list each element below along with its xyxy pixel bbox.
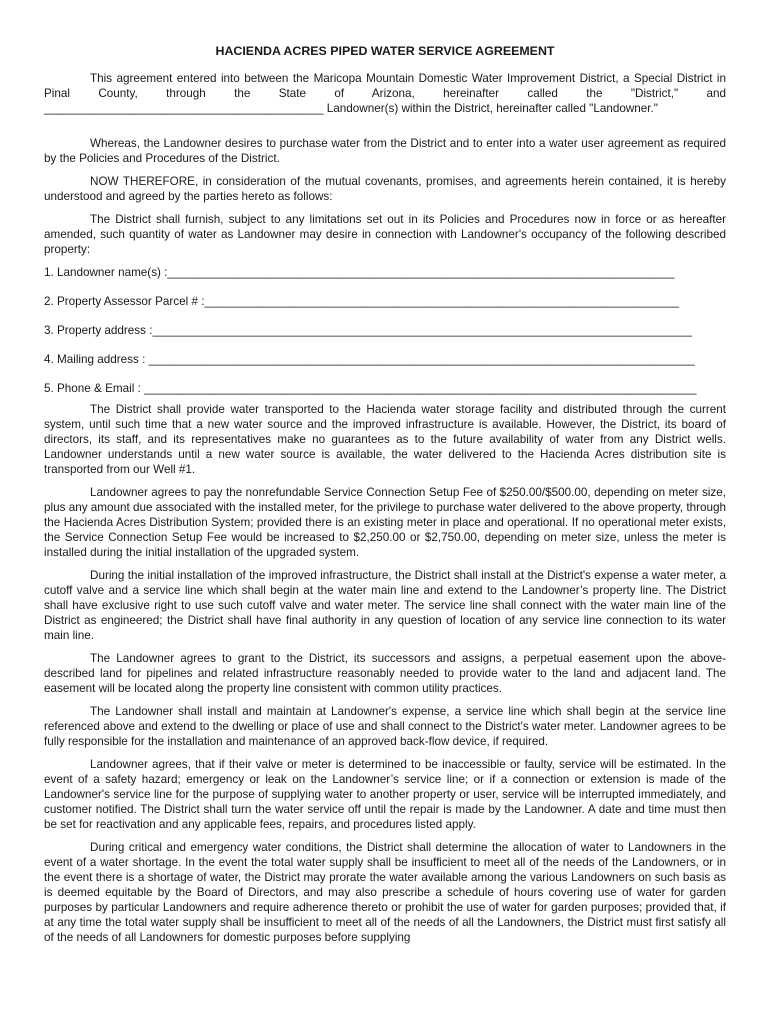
faulty-meter-paragraph: Landowner agrees, that if their valve or meter is determined to be inaccessible or faulty, service will be estimated. In the event of a safety hazard; emergency or leak on the Landowner’s service line; or if a connection or extension is made of the Landowner's service line for the purpose of supplying water to another property or user, service will be interrupted immediately, and customer notified. The District shall turn the water service off until the repair is made by the Landowner. A date and time must then be set for reactivation and any applicable fees, repairs, and procedures listed apply.	[44, 758, 726, 831]
document-title: HACIENDA ACRES PIPED WATER SERVICE AGREEMENT	[215, 44, 555, 58]
now-therefore-paragraph: NOW THEREFORE, in consideration of the mutual covenants, promises, and agreements herein contained, it is hereby understood and agreed by the parties hereto as follows:	[44, 175, 726, 203]
setup-fee-paragraph: Landowner agrees to pay the nonrefundable Service Connection Setup Fee of $250.00/$500.00, depending on meter size, plus any amount due associated with the installed meter, for the privilege to purchase water delivered to the above property, through the Hacienda Acres Distribution System; provided there is an existing meter in place and operational. If no operational meter exists, the Service Connection Setup Fee would be increased to $2,250.00 or $2,750.00, depending on meter size, unless the meter is installed during the initial installation of the upgraded system.	[44, 486, 726, 559]
furnish-paragraph: The District shall furnish, subject to any limitations set out in its Policies and Procedures now in force or as hereafter amended, such quantity of water as Landowner may desire in connection with Landowner's occupancy of the following described property:	[44, 213, 726, 256]
mailing-address-field[interactable]: 4. Mailing address : ____________________________________________________________________________________	[44, 353, 695, 366]
parcel-number-field[interactable]: 2. Property Assessor Parcel # :_________________________________________________________________________	[44, 295, 679, 308]
landowner-name-field[interactable]: 1. Landowner name(s) :______________________________________________________________________________	[44, 266, 675, 279]
meter-installation-paragraph: During the initial installation of the improved infrastructure, the District shall install at the District's expense a water meter, a cutoff valve and a service line which shall begin at the water main line and extend to the Landowner’s property line. The District shall have exclusive right to use such cutoff valve and water meter. The service line shall connect with the water main line of the District as engineered; the District shall have final authority in any question of location of any service line connection to its water main line.	[44, 569, 726, 642]
agreement-page	[44, 44, 726, 953]
phone-email-field[interactable]: 5. Phone & Email : _____________________________________________________________________________________	[44, 382, 697, 395]
easement-paragraph: The Landowner agrees to grant to the District, its successors and assigns, a perpetual easement upon the above-described land for pipelines and related infrastructure reasonably needed to provide water to the land and adjacent land. The easement will be located along the property line consistent with common utility practices.	[44, 652, 726, 695]
property-address-field[interactable]: 3. Property address :___________________________________________________________________________________	[44, 324, 692, 337]
intro-paragraph: This agreement entered into between the Maricopa Mountain Domestic Water Improvement District, a Special District in Pinal County, through the State of Arizona, hereinafter called the "District," and ___________________________________________ Landowner(s) within the District, hereinafter called "Landowner."	[44, 72, 726, 115]
service-line-paragraph: The Landowner shall install and maintain at Landowner's expense, a service line which shall begin at the service line referenced above and extend to the dwelling or place of use and shall connect to the District's water meter. Landowner agrees to be fully responsible for the installation and maintenance of an approved back-flow device, if required.	[44, 705, 726, 748]
water-transport-paragraph: The District shall provide water transported to the Hacienda water storage facility and distributed through the current system, until such time that a new water source and the improved infrastructure is available. However, the District, its board of directors, its staff, and its representatives make no guarantees as to the future availability of water from any District wells. Landowner understands until a new water source is available, the water delivered to the Hacienda Acres distribution site is transported from our Well #1.	[44, 403, 726, 476]
whereas-paragraph: Whereas, the Landowner desires to purchase water from the District and to enter into a water user agreement as required by the Policies and Procedures of the District.	[44, 137, 726, 165]
water-shortage-paragraph: During critical and emergency water conditions, the District shall determine the allocation of water to Landowners in the event of a water shortage. In the event the total water supply shall be insufficient to meet all of the needs of the Landowners, or in the event there is a shortage of water, the District may prorate the water available among the various Landowners on such basis as is deemed equitable by the Board of Directors, and may also prescribe a schedule of hours covering use of water for garden purposes by particular Landowners and require adherence thereto or prohibit the use of water for garden purposes; provided that, if at any time the total water supply shall be insufficient to meet all of the needs of all the Landowners, the District must first satisfy all of the needs of all Landowners for domestic purposes before supplying	[44, 841, 726, 944]
